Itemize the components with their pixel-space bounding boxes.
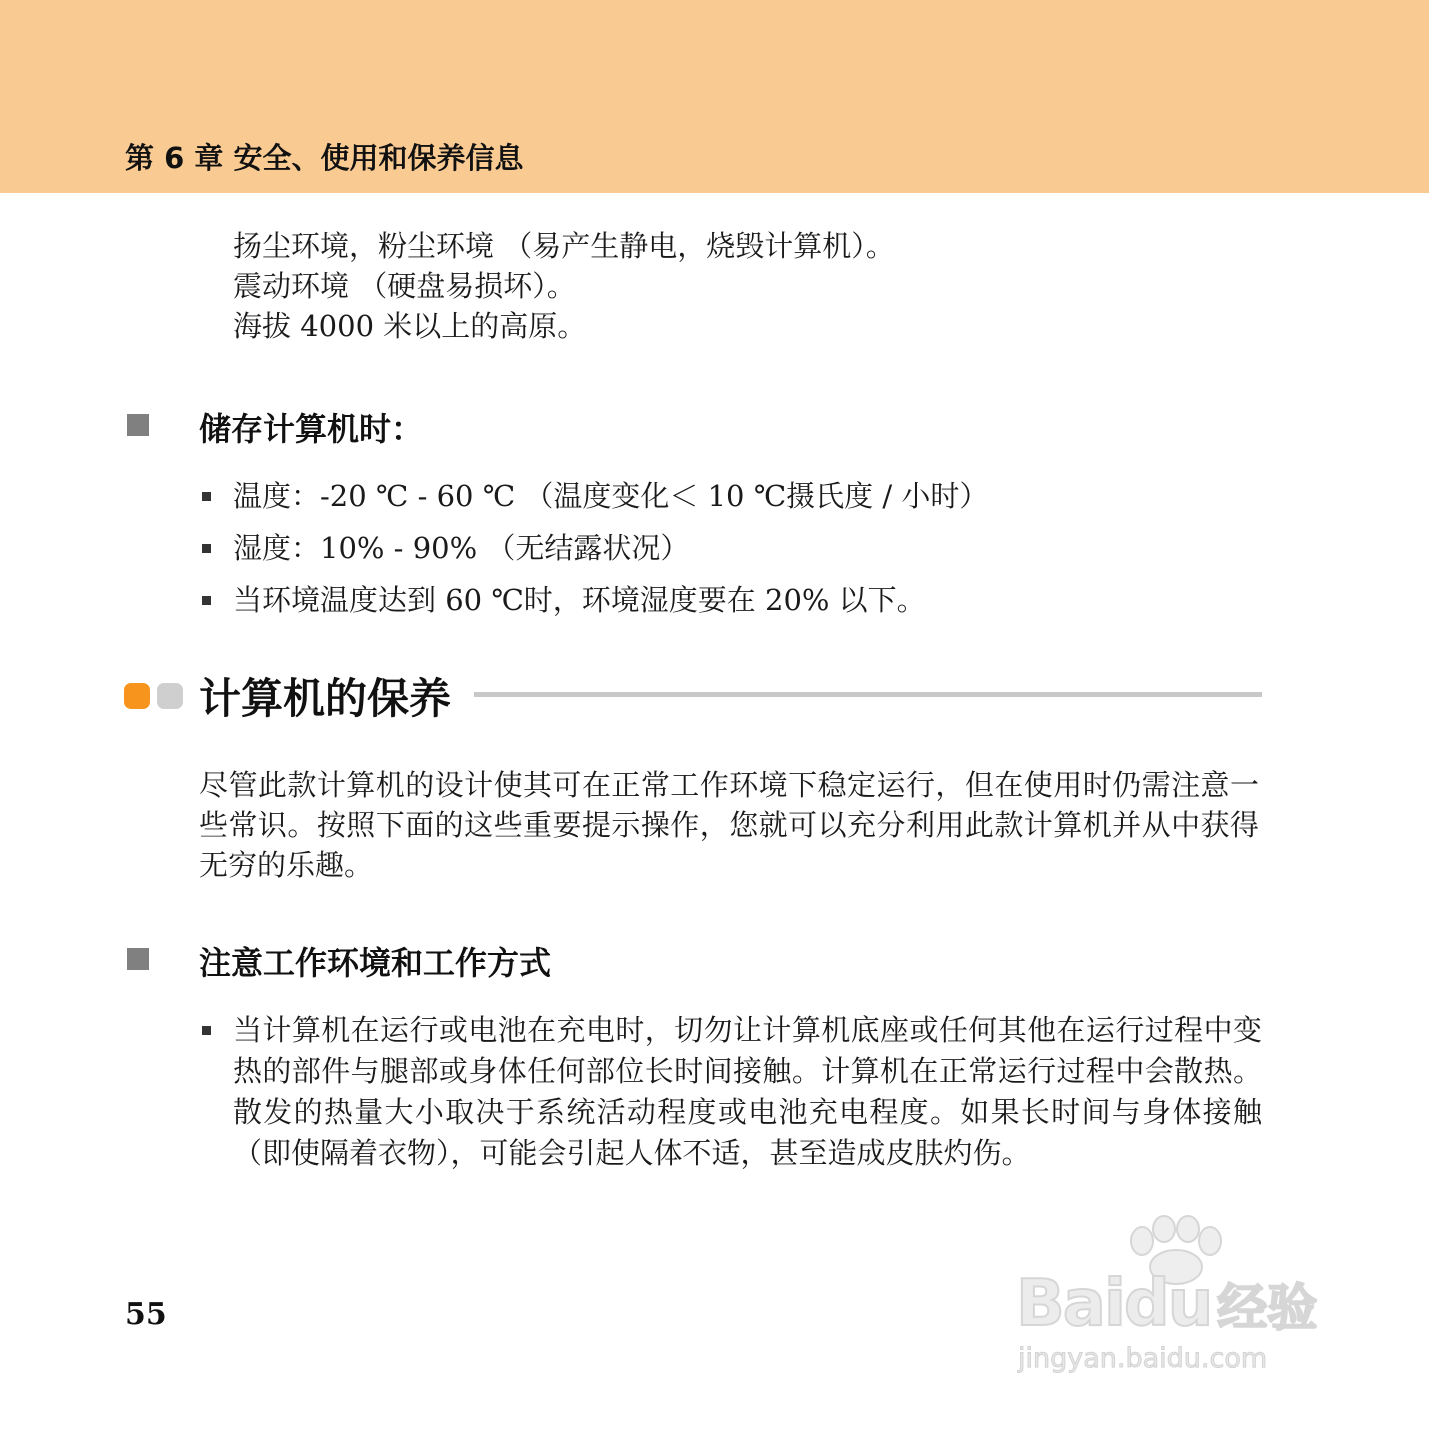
list-item [200, 580, 988, 632]
environment-line: 震动环境 （硬盘易损坏）。 [233, 269, 576, 303]
watermark-brand [1016, 1267, 1317, 1341]
bullet-icon [202, 596, 211, 605]
list-item [200, 528, 988, 580]
orange-dot-icon [124, 683, 150, 709]
gray-dot-icon [157, 683, 183, 709]
watermark-brand-cn: 经验 [1217, 1279, 1318, 1337]
storage-heading: 储存计算机时： [199, 410, 424, 448]
work-guidelines-list [200, 1010, 1262, 1174]
environment-lines [233, 226, 895, 346]
work-heading-marker [127, 948, 149, 970]
baidu-jingyan-watermark [1010, 1215, 1350, 1375]
storage-heading-marker [127, 414, 149, 436]
storage-condition-text: 湿度：10% - 90% （无结露状况） [233, 531, 690, 565]
page-number: 55 [125, 1297, 167, 1332]
chapter-header-band [0, 0, 1429, 193]
watermark-url: jingyan.baidu.com [1018, 1343, 1268, 1374]
storage-conditions-list [200, 476, 988, 632]
work-guideline-text: 当计算机在运行或电池在充电时，切勿让计算机底座或任何其他在运行过程中变热的部件与腿部或身体任何部位长时间接触。计算机在正常运行过程中会散热。散发的热量大小取决于系统活动程度或电池充电程度。如果长时间与身体接触 （即使隔着衣物），可能会引起人体不适，甚至造成皮肤灼伤。 [233, 1013, 1262, 1170]
section-title: 计算机的保养 [199, 674, 452, 723]
storage-condition-text: 当环境温度达到 60 ℃时，环境湿度要在 20% 以下。 [233, 583, 926, 617]
list-item [200, 476, 988, 528]
watermark-brand-text: Baidu [1016, 1267, 1212, 1341]
environment-line: 海拔 4000 米以上的高原。 [233, 309, 587, 343]
list-item [200, 1010, 1262, 1174]
bullet-icon [202, 492, 211, 501]
storage-condition-text: 温度：-20 ℃ - 60 ℃ （温度变化＜ 10 ℃摄氏度 / 小时） [233, 479, 989, 513]
section-divider [474, 692, 1262, 697]
bullet-icon [202, 1026, 211, 1035]
environment-line: 扬尘环境，粉尘环境 （易产生静电，烧毁计算机）。 [233, 229, 895, 263]
chapter-title: 第 6 章 安全、使用和保养信息 [125, 141, 524, 175]
bullet-icon [202, 544, 211, 553]
care-intro-paragraph: 尽管此款计算机的设计使其可在正常工作环境下稳定运行，但在使用时仍需注意一些常识。按照下面的这些重要提示操作，您就可以充分利用此款计算机并从中获得无穷的乐趣。 [199, 768, 1259, 882]
work-heading: 注意工作环境和工作方式 [199, 944, 552, 982]
